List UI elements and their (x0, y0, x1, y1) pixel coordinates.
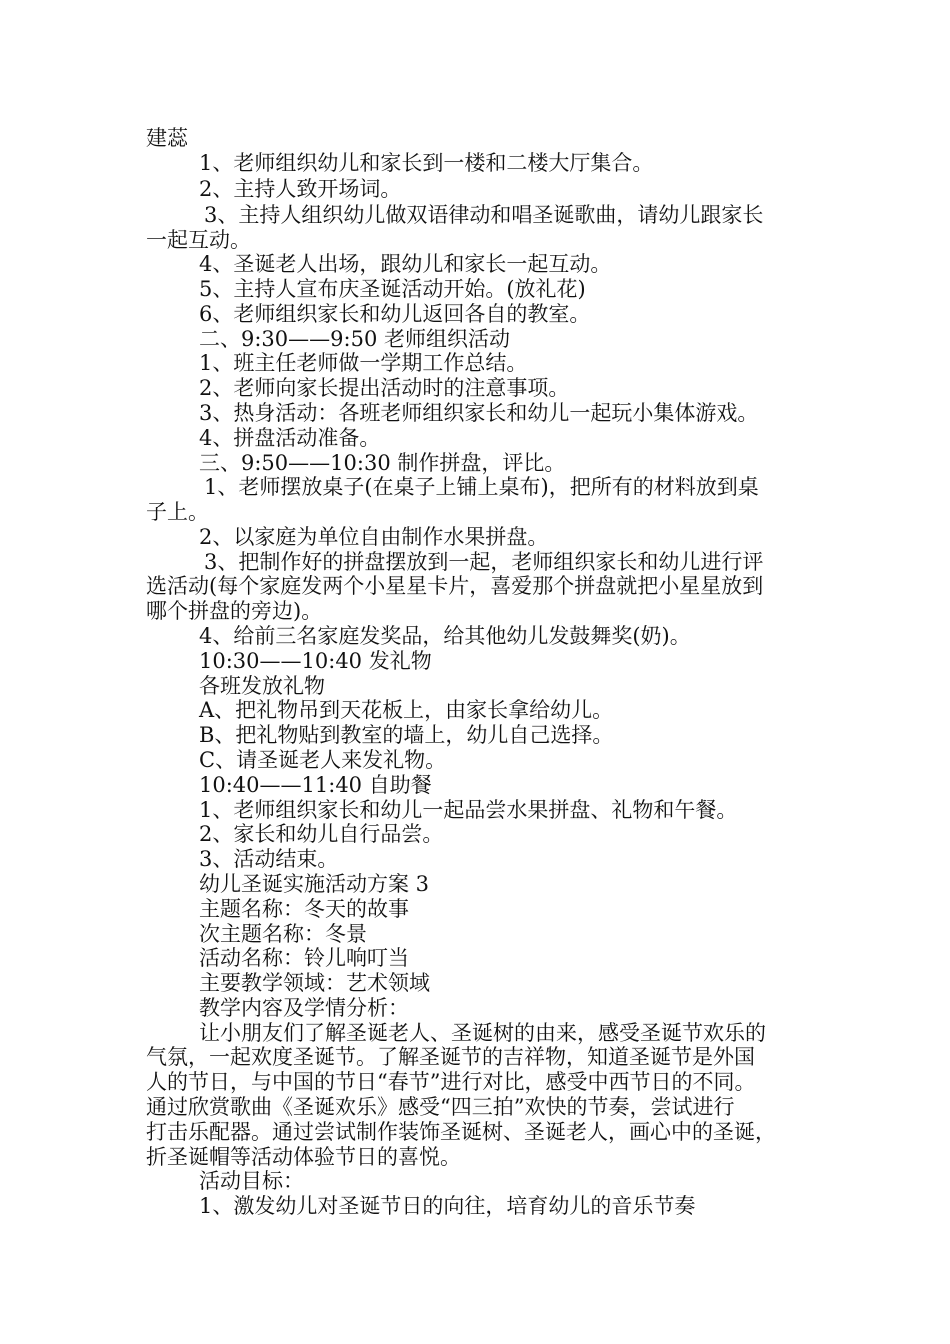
text-line: 子上。 (146, 500, 209, 524)
text-line: 幼儿圣诞实施活动方案 3 (199, 872, 430, 896)
text-line: 2、家长和幼儿自行品尝。 (199, 822, 444, 846)
text-line: 人的节日，与中国的节日“春节”进行对比，感受中西节日的不同。 (146, 1070, 756, 1094)
text-line: 打击乐配器。通过尝试制作装饰圣诞树、圣诞老人，画心中的圣诞， (146, 1120, 776, 1144)
text-line: 3、活动结束。 (199, 847, 339, 871)
text-line: 活动目标： (199, 1169, 304, 1193)
text-line: 1、老师组织幼儿和家长到一楼和二楼大厅集合。 (199, 151, 654, 175)
text-line: C、请圣诞老人来发礼物。 (199, 748, 447, 772)
text-line: 2、主持人致开场词。 (199, 177, 402, 201)
text-line: 3、把制作好的拼盘摆放到一起，老师组织家长和幼儿进行评 (204, 550, 764, 574)
text-line: 10:30——10:40 发礼物 (199, 649, 432, 673)
text-line: 4、圣诞老人出场，跟幼儿和家长一起互动。 (199, 252, 612, 276)
text-line: 4、给前三名家庭发奖品，给其他幼儿发鼓舞奖(奶)。 (199, 624, 691, 648)
text-line: 建蕊 (146, 126, 188, 150)
text-line: 让小朋友们了解圣诞老人、圣诞树的由来，感受圣诞节欢乐的 (199, 1021, 766, 1045)
text-line: 哪个拼盘的旁边)。 (146, 599, 323, 623)
text-line: 6、老师组织家长和幼儿返回各自的教室。 (199, 302, 591, 326)
text-line: 主题名称：冬天的故事 (199, 897, 409, 921)
text-line: 5、主持人宣布庆圣诞活动开始。(放礼花) (199, 277, 586, 301)
text-line: 折圣诞帽等活动体验节日的喜悦。 (146, 1145, 461, 1169)
text-line: 三、9:50——10:30 制作拼盘，评比。 (199, 451, 566, 475)
text-line: 1、老师组织家长和幼儿一起品尝水果拼盘、礼物和午餐。 (199, 798, 738, 822)
text-line: 1、激发幼儿对圣诞节日的向往，培育幼儿的音乐节奏 (199, 1194, 696, 1218)
text-line: 2、以家庭为单位自由制作水果拼盘。 (199, 525, 549, 549)
text-line: 主要教学领域：艺术领域 (199, 971, 430, 995)
text-line: 1、班主任老师做一学期工作总结。 (199, 351, 528, 375)
text-line: 一起互动。 (146, 228, 251, 252)
text-line: 10:40——11:40 自助餐 (199, 773, 432, 797)
text-line: B、把礼物贴到教室的墙上，幼儿自己选择。 (199, 723, 614, 747)
text-line: 3、热身活动：各班老师组织家长和幼儿一起玩小集体游戏。 (199, 401, 759, 425)
text-line: 教学内容及学情分析： (199, 996, 409, 1020)
text-line: 活动名称：铃儿响叮当 (199, 946, 409, 970)
text-line: 选活动(每个家庭发两个小星星卡片，喜爱那个拼盘就把小星星放到 (146, 574, 764, 598)
text-line: 2、老师向家长提出活动时的注意事项。 (199, 376, 570, 400)
text-line: 次主题名称：冬景 (199, 922, 367, 946)
text-line: 3、主持人组织幼儿做双语律动和唱圣诞歌曲，请幼儿跟家长 (204, 203, 764, 227)
text-line: 4、拼盘活动准备。 (199, 426, 381, 450)
text-line: 各班发放礼物 (199, 674, 325, 698)
text-line: A、把礼物吊到天花板上，由家长拿给幼儿。 (199, 698, 614, 722)
text-line: 通过欣赏歌曲《圣诞欢乐》感受“四三拍”欢快的节奏，尝试进行 (146, 1095, 735, 1119)
text-line: 1、老师摆放桌子(在桌子上铺上桌布)，把所有的材料放到桌 (204, 475, 759, 499)
text-line: 二、9:30——9:50 老师组织活动 (199, 327, 510, 351)
text-line: 气氛，一起欢度圣诞节。了解圣诞节的吉祥物，知道圣诞节是外国 (146, 1045, 755, 1069)
